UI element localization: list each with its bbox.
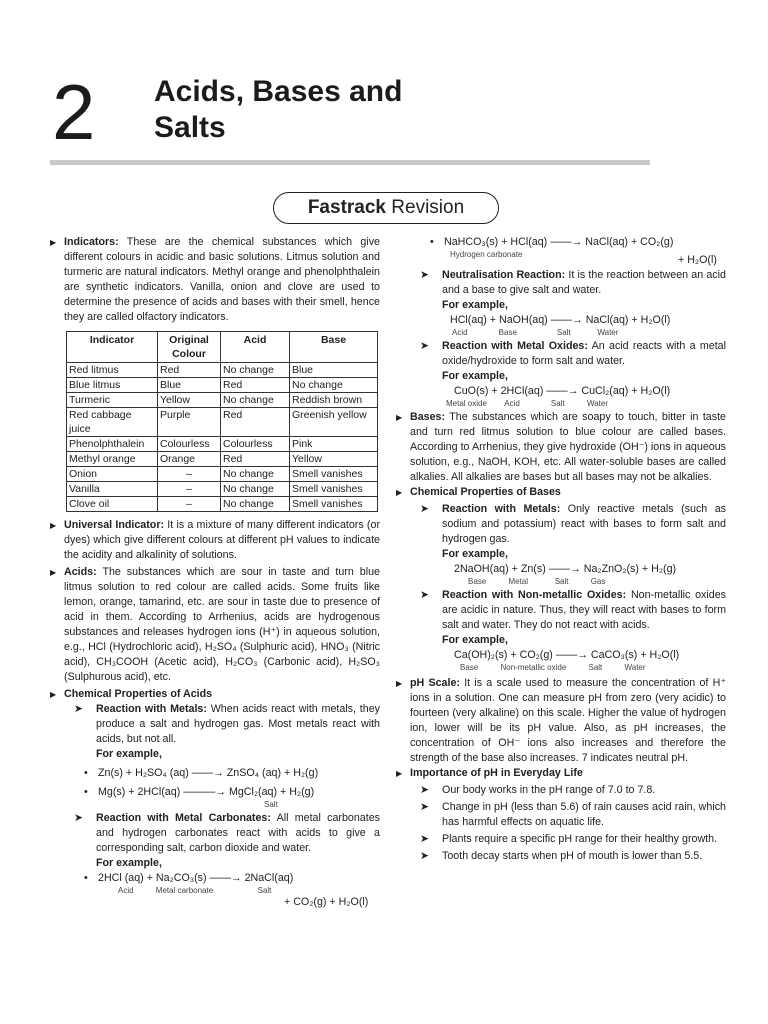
bullet-icon: • [84,872,88,884]
equation-label: Hydrogen carbonate [450,250,523,259]
equation-label: Salt [264,800,278,809]
chem-props-acids-text: Chemical Properties of Acids [64,688,213,700]
bases-text: The substances which are soapy to touch, bitter in taste and turn red litmus solution to blue colour are called bases. According to Arrhenius, they give hydroxide (OH⁻) ions in aqueous solution, e.g., NaOH, KOH, etc. All water-soluble bases are called alkalies. All alkalies are bases but all bases may not be alkalies. [410,411,726,483]
table-row [67,408,378,437]
arrow-icon: ➤ [420,589,429,601]
reaction-carbonates-heading: Reaction with Metal Carbonates: [96,812,271,824]
bases-section [396,410,726,485]
right-column [396,235,726,864]
indicator-table [66,331,378,512]
equation-zn [50,766,380,781]
table-cell: Clove oil [67,497,158,512]
nonmetal-oxides-heading: Reaction with Non-metallic Oxides: [442,589,627,601]
ph-point-text: Tooth decay starts when pH of mouth is lower than 5.5. [442,850,703,862]
equation-text: 2HCl (aq) + Na₂CO₃(s) ——→ 2NaCl(aq) [98,872,294,884]
importance-ph-text: Importance of pH in Everyday Life [410,767,583,779]
for-example-label: For example, [442,370,508,382]
table-row [67,482,378,497]
bullet-icon: • [430,236,434,248]
bases-heading: Bases: [410,411,446,423]
ph-point [396,800,726,830]
table-cell: – [158,467,221,482]
equation-labels: Base Non-metallic oxide Salt Water [460,663,646,672]
nonmetal-oxides-item [396,588,726,633]
indicators-text: These are the chemical substances which give different colours in acidic and basic solutions. Litmus solution and turmeric are natural indicators. Methyl orange and phenolphthalein are synthetic indicators. Vanilla, onion and clove are used to determine the presence of acids and bases with their smell, hence they are called olfactory indicators. [64,236,380,323]
table-cell: Methyl orange [67,452,158,467]
arrow-icon: ➤ [420,340,429,352]
equation-labels: Acid Metal carbonate Salt [118,886,272,895]
arrow-icon: ➤ [74,703,83,715]
table-cell: Yellow [158,393,221,408]
chem-props-bases-heading [396,485,726,500]
chapter-divider [50,160,650,165]
table-cell: – [158,482,221,497]
left-column [50,235,380,910]
table-cell: Turmeric [67,393,158,408]
acids-heading: Acids: [64,566,97,578]
equation-labels: Acid Base Salt Water [452,328,619,337]
table-header: Indicator [67,332,158,363]
table-header: Original Colour [158,332,221,363]
base-metals-item [396,502,726,547]
equation-tail: + CO₂(g) + H₂O(l) [284,896,369,908]
table-row [67,437,378,452]
neutralisation-text: It is the reaction between an acid and a base to give salt and water. [442,269,726,296]
for-example-label: For example, [96,748,162,760]
for-example-label: For example, [442,634,508,646]
table-cell: Smell vanishes [290,482,378,497]
reaction-metals-heading: Reaction with Metals: [96,703,207,715]
base-metals-heading: Reaction with Metals: [442,503,561,515]
table-cell: Red [221,378,290,393]
table-row [67,363,378,378]
table-row [67,497,378,512]
universal-indicator-section [50,518,380,563]
ph-point-text: Plants require a specific pH range for their healthy growth. [442,833,718,845]
arrow-icon: ➤ [420,801,429,813]
ph-scale-text: It is a scale used to measure the concentration of H⁺ ions in a solution. One can measure pH from zero (very acidic) to fourteen (very alkaline) on this scale. Higher the value of hydrogen ion, lower will be its pH value. Also, as pH increases, the concentration of OH⁻ ions also increases and therefore the strength of the base also increases. 7 indicates neutral pH. [410,677,726,764]
reaction-carbonates-item [50,811,380,856]
table-cell: Orange [158,452,221,467]
equation-hcl-naoh: HCl(aq) + NaOH(aq) ——→ NaCl(aq) + H₂O(l) [450,314,671,326]
fastrack-revision-banner [273,192,499,224]
importance-ph-heading [396,766,726,781]
table-cell: No change [221,363,290,378]
table-cell: No change [221,482,290,497]
acids-section [50,565,380,685]
table-header: Base [290,332,378,363]
table-cell: Yellow [290,452,378,467]
arrow-icon: ➤ [420,833,429,845]
ph-scale-section [396,676,726,766]
metal-oxides-item [396,339,726,369]
table-cell: Colourless [158,437,221,452]
for-example-label: For example, [96,857,162,869]
chapter-number: 2 [52,68,96,156]
table-cell: Greenish yellow [290,408,378,437]
equation-labels: Metal oxide Acid Salt Water [446,399,608,408]
table-cell: Vanilla [67,482,158,497]
equation-cuo: CuO(s) + 2HCl(aq) ——→ CuCl₂(aq) + H₂O(l) [454,385,671,397]
table-cell: Red cabbage juice [67,408,158,437]
table-row [67,467,378,482]
neutralisation-item [396,268,726,298]
chapter-title: Acids, Bases and Salts [154,75,403,144]
equation-caoh2: Ca(OH)₂(s) + CO₂(g) ——→ CaCO₃(s) + H₂O(l) [454,649,680,661]
table-cell: Colourless [221,437,290,452]
table-row [67,378,378,393]
table-cell: Smell vanishes [290,497,378,512]
equation-nahco3 [396,235,726,250]
arrow-icon: ➤ [420,269,429,281]
table-cell: Red [221,408,290,437]
bullet-icon: • [84,767,88,779]
arrow-icon: ➤ [74,812,83,824]
banner-brand: Fastrack [307,197,386,218]
table-cell: Blue [290,363,378,378]
reaction-metals-item [50,702,380,747]
base-metals-text: Only reactive metals (such as sodium and potassium) react with bases to form salt and hydrogen gas. [442,503,726,545]
table-cell: Purple [158,408,221,437]
ph-point [396,849,726,864]
equation-tail: + H₂O(l) [678,254,717,266]
ph-scale-heading: pH Scale: [410,677,460,689]
bullet-icon: • [84,786,88,798]
table-cell: No change [290,378,378,393]
equation-labels: Base Metal Salt Gas [468,577,606,586]
equation-mg [50,785,380,800]
table-cell: Red [221,452,290,467]
ph-point-text: Change in pH (less than 5.6) of rain causes acid rain, which has harmful effects on aquatic life. [442,801,726,828]
for-example-label: For example, [442,299,508,311]
reaction-carbonates-text: All metal carbonates and hydrogen carbonates react with acids to give a corresponding salt, carbon dioxide and water. [96,812,380,854]
table-header: Acid [221,332,290,363]
banner-suffix: Revision [386,197,465,218]
equation-hcl-carbonate [50,871,380,886]
equation-text: Mg(s) + 2HCl(aq) ———→ MgCl₂(aq) + H₂(g) [98,786,315,798]
table-cell: Red [158,363,221,378]
table-cell: Pink [290,437,378,452]
arrow-icon: ➤ [420,503,429,515]
table-cell: Blue [158,378,221,393]
table-cell: No change [221,497,290,512]
universal-text: It is a mixture of many different indicators (or dyes) which give different colours at different pH values to indicate the acidity and alkalinity of solutions. [64,519,380,561]
nonmetal-oxides-text: Non-metallic oxides are acidic in nature. Thus, they will react with bases to form salt and water. They do not react with acids. [442,589,726,631]
metal-oxides-heading: Reaction with Metal Oxides: [442,340,588,352]
universal-heading: Universal Indicator: [64,519,165,531]
indicators-heading: Indicators: [64,236,119,248]
table-cell: Red litmus [67,363,158,378]
table-cell: – [158,497,221,512]
reaction-metals-text: When acids react with metals, they produce a salt and hydrogen gas. Most metals react with acids, but not all. [96,703,380,745]
ph-point-text: Our body works in the pH range of 7.0 to 7.8. [442,784,656,796]
table-row [67,452,378,467]
table-cell: Blue litmus [67,378,158,393]
table-cell: Phenolphthalein [67,437,158,452]
arrow-icon: ➤ [420,850,429,862]
for-example-label: For example, [442,548,508,560]
table-row [67,393,378,408]
neutralisation-heading: Neutralisation Reaction: [442,269,566,281]
equation-text: Zn(s) + H₂SO₄ (aq) ——→ ZnSO₄ (aq) + H₂(g) [98,767,319,779]
chem-props-bases-text: Chemical Properties of Bases [410,486,561,498]
arrow-icon: ➤ [420,784,429,796]
equation-text: NaHCO₃(s) + HCl(aq) ——→ NaCl(aq) + CO₂(g) [444,236,674,248]
table-cell: Onion [67,467,158,482]
table-cell: Reddish brown [290,393,378,408]
table-cell: Smell vanishes [290,467,378,482]
table-cell: No change [221,467,290,482]
indicators-section [50,235,380,325]
chem-props-acids-heading [50,687,380,702]
acids-text: The substances which are sour in taste and turn blue litmus solution to red colour are called acids. Some fruits like lemon, orange, tamarind, etc. are sour in taste due to presence of acid in them. According to Arrhenius, acids are hydrogenous substances and releases hydrogen ions (H⁺) in aqueous solution, e.g., HCl (Hydrochloric acid), H₂SO₄ (Sulphuric acid), HNO₃ (Nitric acid), CH₃COOH (Acetic acid), H₂CO₃ (Carbonic acid), H₂SO₃ (Sulphurous acid), etc. [64,566,380,683]
ph-point [396,832,726,847]
table-cell: No change [221,393,290,408]
ph-point [396,783,726,798]
metal-oxides-text: An acid reacts with a metal oxide/hydroxide to form salt and water. [442,340,726,367]
equation-naoh-zn: 2NaOH(aq) + Zn(s) ——→ Na₂ZnO₂(s) + H₂(g) [454,563,677,575]
